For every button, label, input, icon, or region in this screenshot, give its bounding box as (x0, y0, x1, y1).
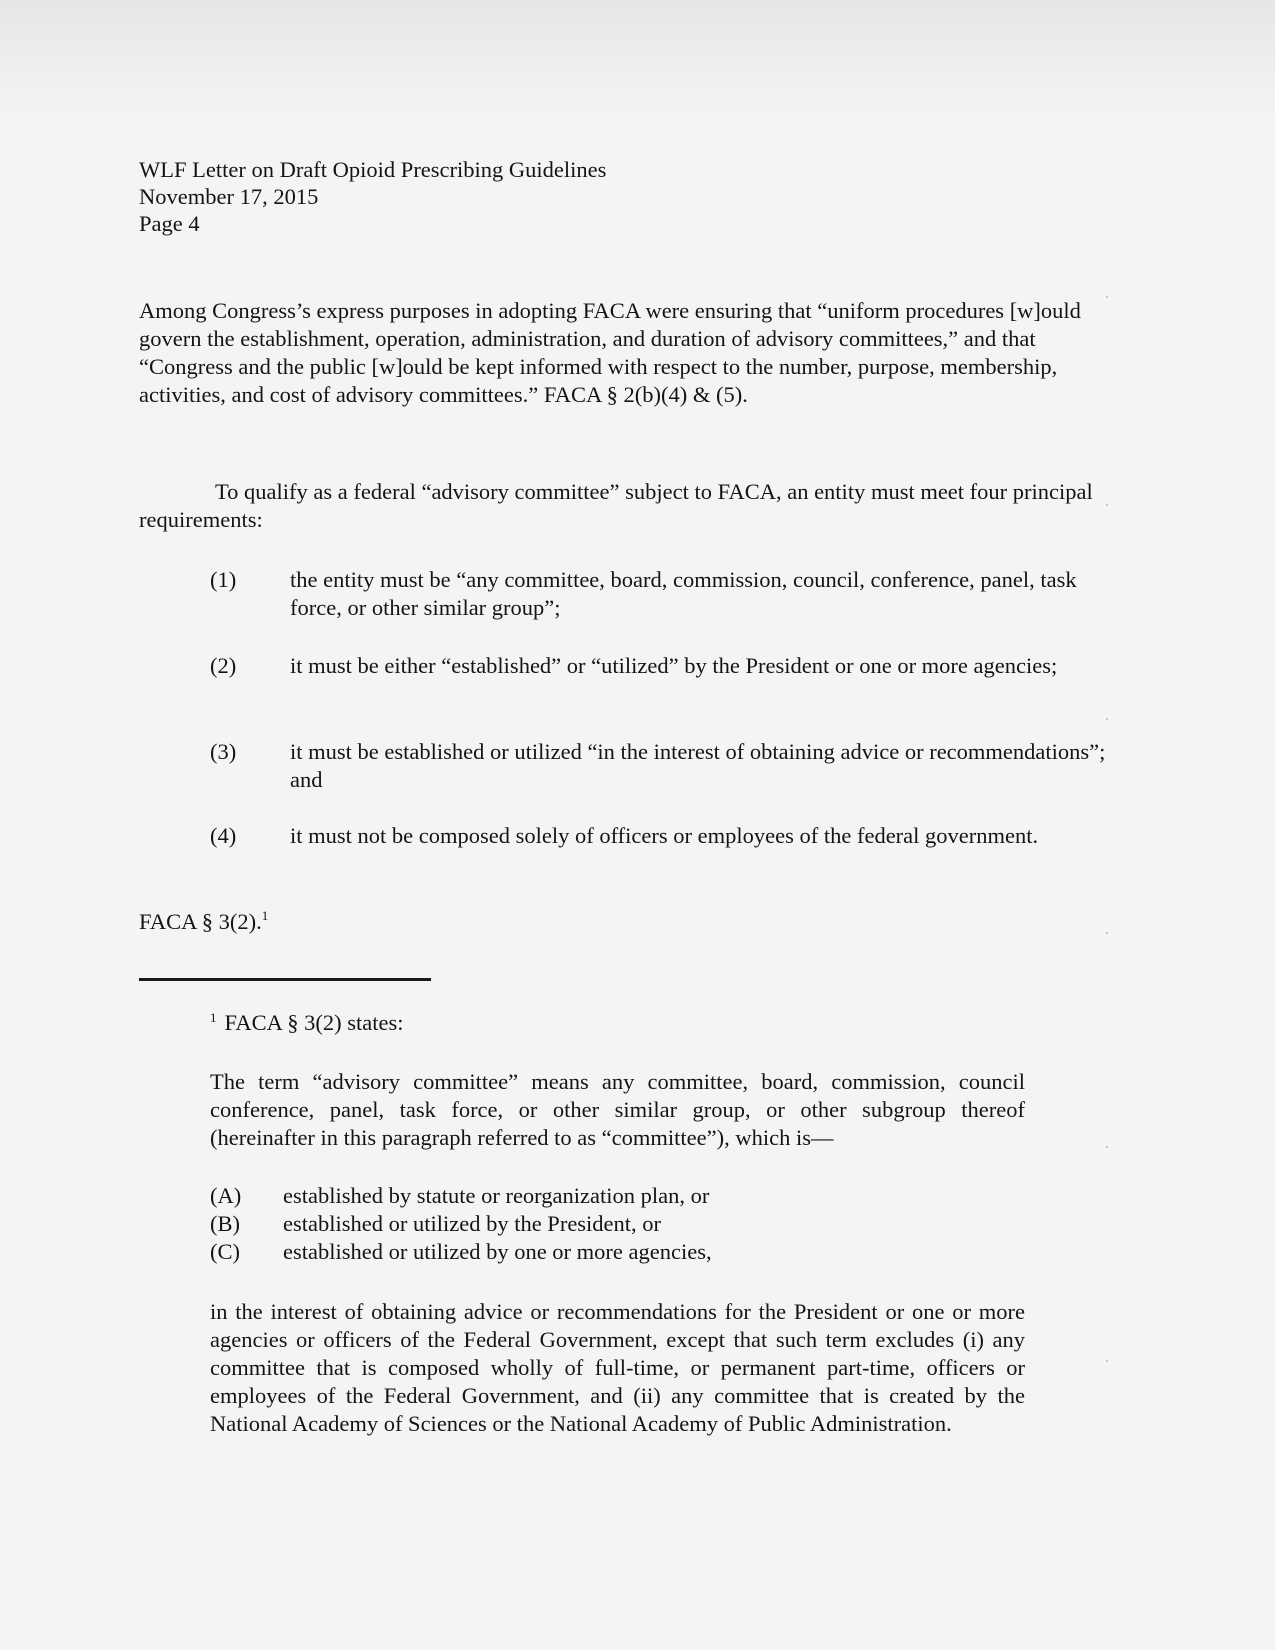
scan-speck (1106, 932, 1108, 934)
requirement-item (210, 652, 1130, 680)
requirement-text: the entity must be “any committee, board, commission, council, conference, panel, task force, or other similar group”; (290, 567, 1077, 620)
requirement-item (210, 566, 1130, 622)
scan-speck (1106, 1146, 1108, 1148)
footnote-item-letter: (B) (210, 1211, 240, 1236)
footnote-marker: 1 (210, 1010, 217, 1025)
footnote-heading (210, 1009, 403, 1037)
body-paragraph-2: To qualify as a federal “advisory committee” subject to FACA, an entity must meet four principal requirements: (139, 479, 1093, 532)
requirement-item (210, 738, 1130, 794)
footnote-item-text: established or utilized by one or more agencies, (283, 1239, 712, 1264)
footnote-item-text: established by statute or reorganization plan, or (283, 1183, 710, 1208)
footnote-quote-outro: in the interest of obtaining advice or recommendations for the President or one or more agencies or officers of the Federal Government, except that such term excludes (i) any committee that is composed wholly of full-time, or permanent part-time, officers or employees of the Federal Government, and (ii) any committee that is created by the National Academy of Sciences or the National Academy of Public Administration. (210, 1299, 1025, 1436)
requirement-number: (4) (210, 823, 237, 848)
footnote-quote-intro: The term “advisory committee” means any committee, board, commission, council conference, panel, task force, or other similar group, or other subgroup thereof (hereinafter in this paragraph referred to as “committee”), which is— (210, 1069, 1025, 1150)
footnote-item-letter: (A) (210, 1183, 242, 1208)
requirement-text: it must be established or utilized “in the interest of obtaining advice or recommendations”; and (290, 739, 1106, 792)
requirement-text: it must be either “established” or “utilized” by the President or one or more agencies; (290, 653, 1058, 678)
header-date: November 17, 2015 (139, 184, 319, 209)
scan-speck (1106, 504, 1108, 506)
footnote-item-text: established or utilized by the President, or (283, 1211, 662, 1236)
requirement-number: (1) (210, 567, 237, 592)
requirement-number: (3) (210, 739, 237, 764)
scan-speck (1106, 718, 1108, 720)
header-page-number: Page 4 (139, 211, 200, 236)
footnote-item-letter: (C) (210, 1239, 240, 1264)
header-title: WLF Letter on Draft Opioid Prescribing Guidelines (139, 157, 607, 182)
scan-speck (1106, 296, 1108, 298)
statute-citation (139, 908, 268, 936)
footnote-reference: 1 (261, 908, 269, 923)
footnote-separator (139, 978, 431, 981)
footnote-heading-text: FACA § 3(2) states: (224, 1010, 404, 1035)
requirement-text: it must not be composed solely of officers or employees of the federal government. (290, 823, 1039, 848)
letter-header (139, 156, 606, 237)
scan-shading (0, 0, 1275, 120)
citation-text: FACA § 3(2). (139, 909, 262, 934)
body-paragraph-1: Among Congress’s express purposes in adopting FACA were ensuring that “uniform procedures [w]ould govern the establishment, operation, administration, and duration of advisory committees,” and that “Congress and the public [w]ould be kept informed with respect to the number, purpose, membership, activities, and cost of advisory committees.” FACA § 2(b)(4) & (5). (139, 298, 1081, 407)
requirement-number: (2) (210, 653, 237, 678)
scan-speck (1106, 1360, 1108, 1362)
requirement-item (210, 822, 1130, 850)
